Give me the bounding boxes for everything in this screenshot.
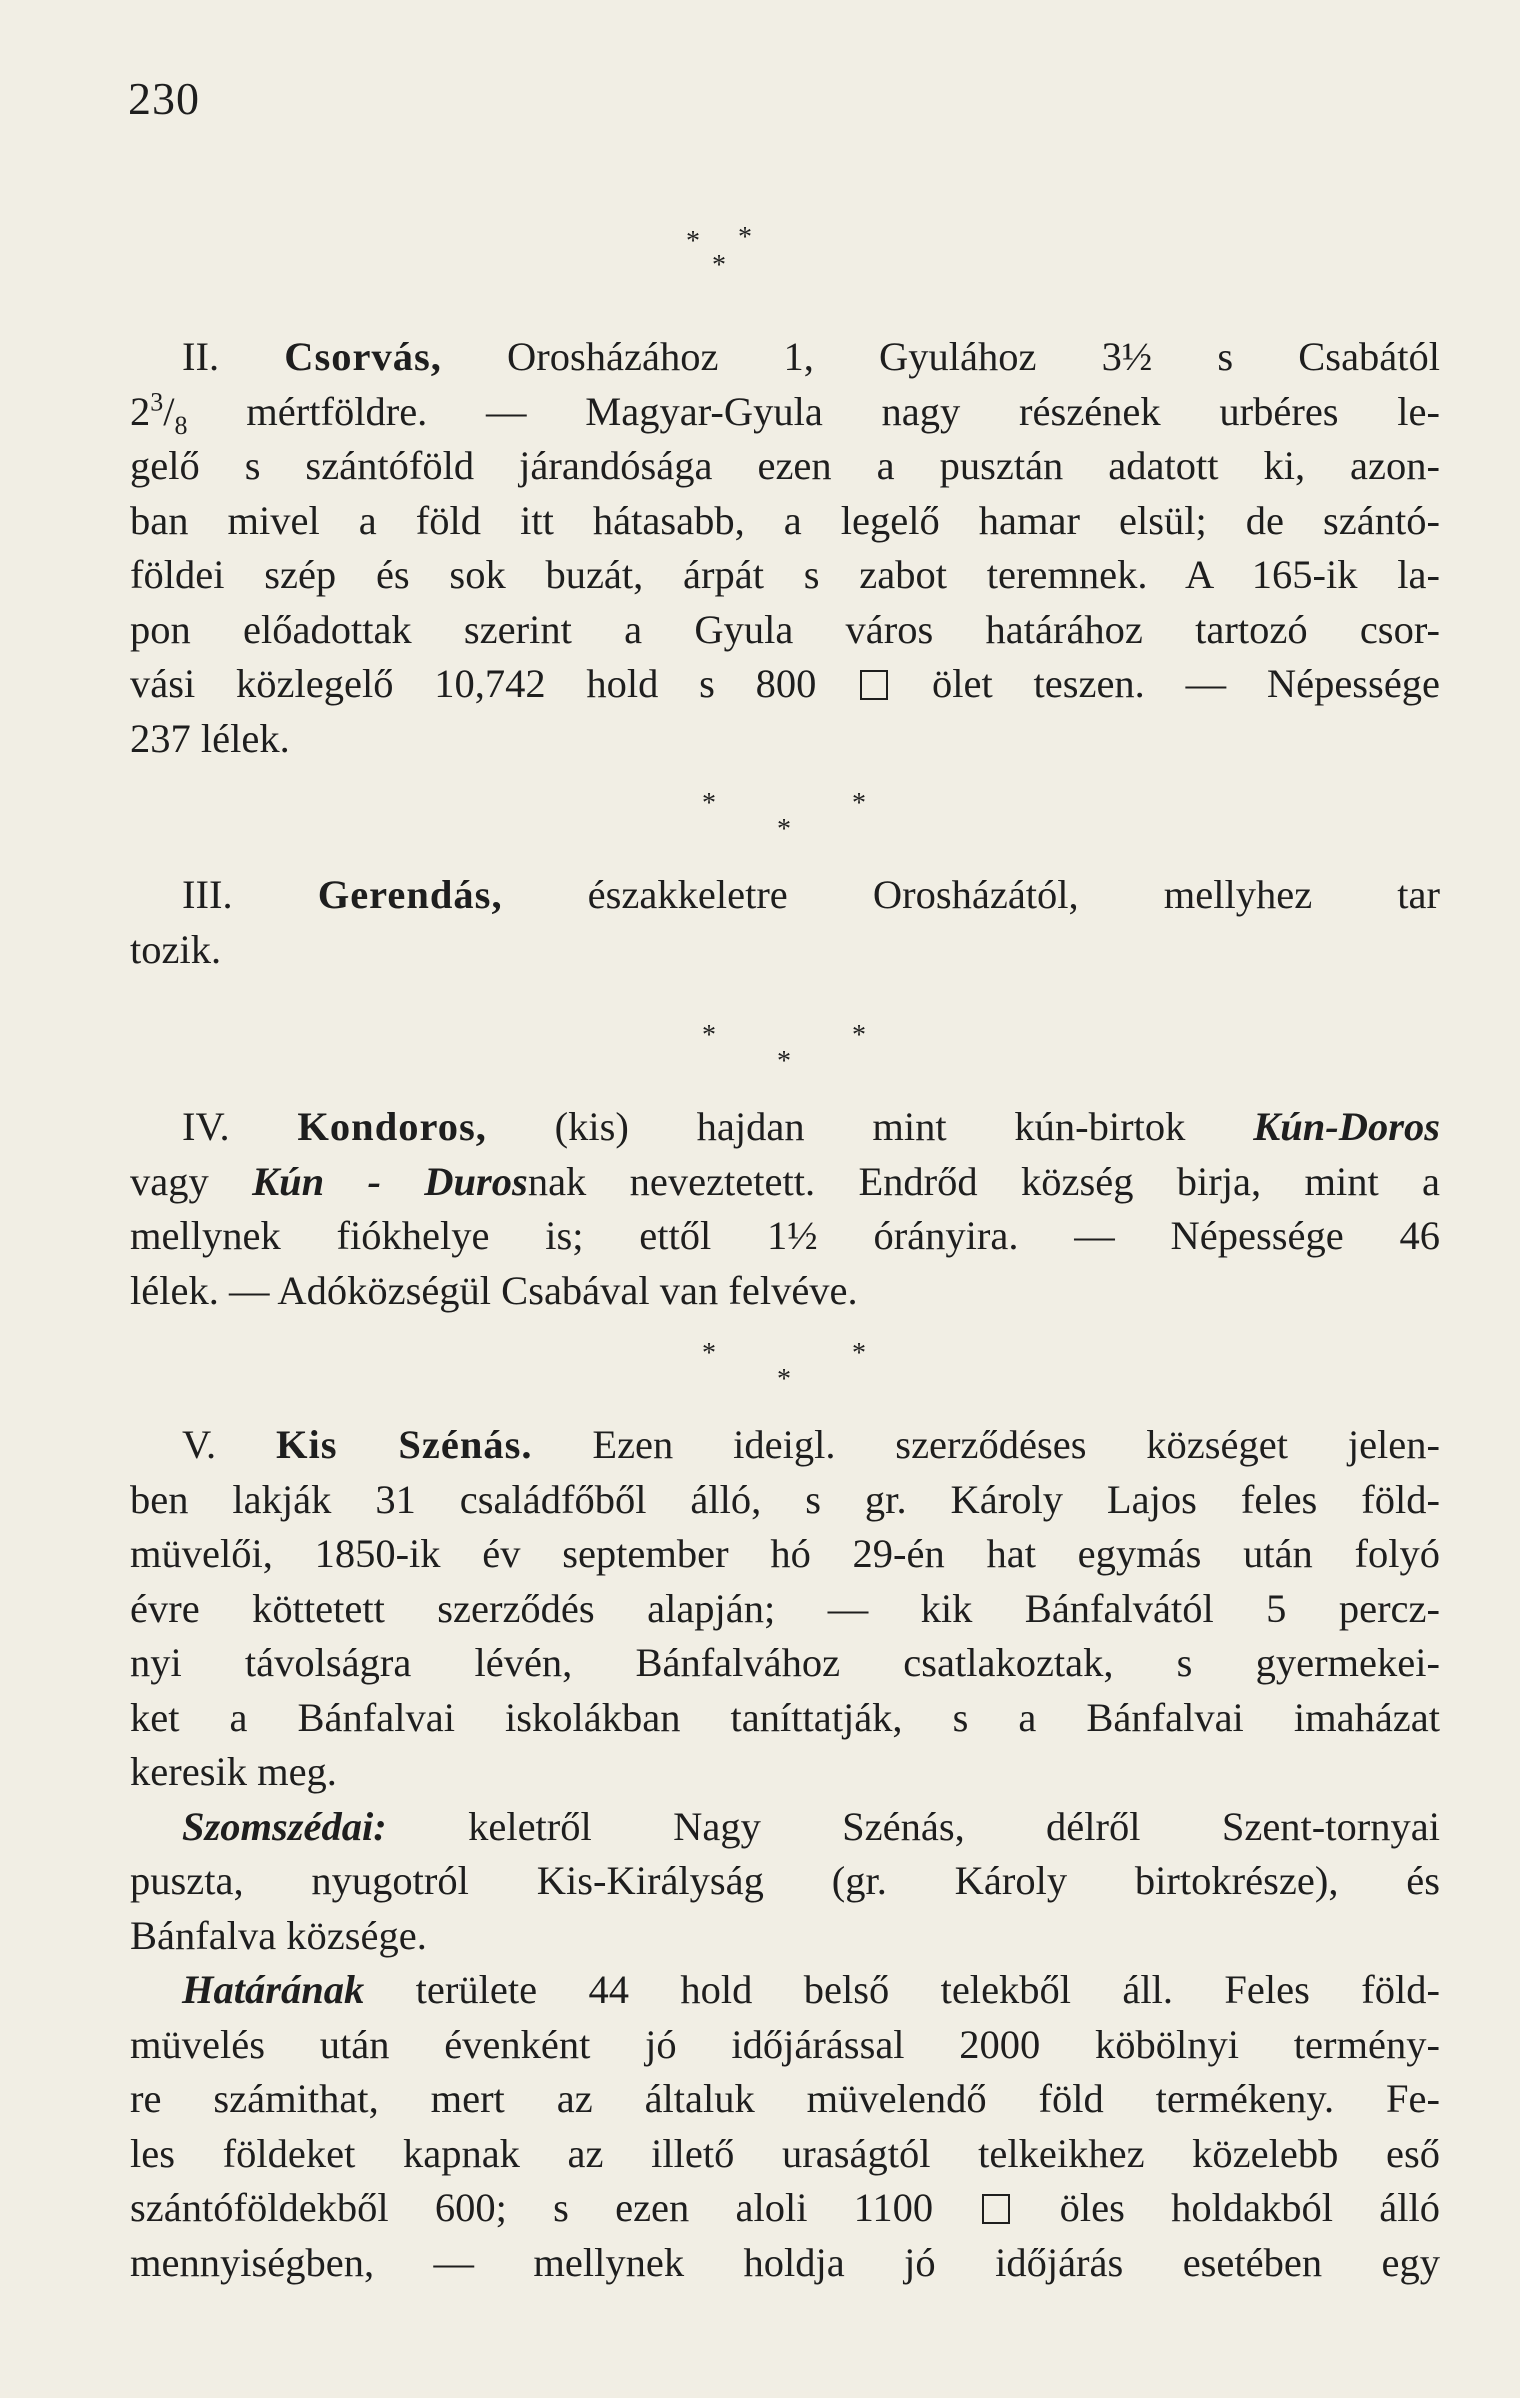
separator-stars [0,790,1520,860]
text-line: lélek. — Adóközségül Csabával van felvéve. [130,1267,858,1313]
text-line: gelő s szántóföld járandósága ezen a pusztán adatott ki, azon- [130,443,1440,488]
asterisk: * [712,250,726,281]
place-name: Kis Szénás. [276,1422,533,1467]
asterisk: * [852,1020,866,1051]
asterisk: * [852,788,866,819]
text-line: re számithat, mert az általuk müvelendő föld termékeny. Fe- [130,2076,1440,2121]
asterisk: * [777,1046,791,1077]
square-symbol-icon [860,670,888,700]
text-line: V. Kis Szénás. Ezen ideigl. szerződéses községet jelen- [182,1422,1441,1467]
text-line: müvelés után évenként jó időjárással 2000 köbölnyi termény- [130,2021,1440,2067]
section-kondoros [130,1100,1440,1318]
text-line: ben lakják 31 családfőből álló, s gr. Károly Lajos feles föld- [130,1476,1440,1522]
asterisk: * [852,1338,866,1369]
separator-stars [0,222,1520,298]
text-line: mennyiségben, — mellynek holdja jó időjárás esetében egy [130,2239,1440,2285]
text-line: vási közlegelő 10,742 hold s 800 ölet teszen. — Népessége [130,661,1441,706]
subsection-label: Szomszédai: [182,1803,387,1849]
place-name: Gerendás, [317,872,503,917]
text-line: ket a Bánfalvai iskolákban taníttatják, s a Bánfalvai imaházat [130,1694,1440,1740]
text-line: ban mivel a föld itt hátasabb, a legelő hamar elsül; de szántó- [130,497,1440,543]
page-number: 230 [128,73,200,124]
text-line: IV. Kondoros, (kis) hajdan mint kún-birtok Kún-Doros [182,1104,1441,1149]
text-line: puszta, nyugotról Kis-Királyság (gr. Károly birtokrésze), és [130,1858,1440,1903]
section-kis-szenas [130,1418,1440,2290]
asterisk: * [777,1364,791,1395]
section-gerendas [130,868,1440,977]
text-line: keresik meg. [130,1749,337,1794]
text-line: szántóföldekből 600; s ezen aloli 1100 öles holdakból álló [130,2185,1441,2230]
text-line: III. Gerendás, északkeletre Orosházától, mellyhez tar [182,872,1441,917]
asterisk: * [686,226,700,257]
asterisk: * [702,1020,716,1051]
separator-stars [0,1340,1520,1410]
subsection-label: Határának [182,1967,365,2012]
separator-stars [0,1022,1520,1092]
square-symbol-icon [982,2194,1010,2224]
text-line: évre köttetett szerződés alapján; — kik Bánfalvától 5 percz- [130,1585,1440,1631]
place-name: Kondoros, [297,1104,487,1149]
asterisk: * [777,814,791,845]
text-line: müvelői, 1850-ik év september hó 29-én hat egymás után folyó [130,1531,1440,1576]
text-line: tozik. [130,926,222,972]
text-line: 237 lélek. [130,715,290,761]
text-line: Határának területe 44 hold belső telekből áll. Feles föld- [182,1967,1440,2012]
text-line: Szomszédai: keletről Nagy Szénás, délről Szent-tornyai [182,1803,1440,1849]
text-line: les földeket kapnak az illető uraságtól telkeikhez közelebb eső [130,2130,1440,2176]
text-line: mellynek fiókhelye is; ettől 1½ órányira. — Népessége 46 [130,1213,1441,1258]
text-line: pon előadottak szerint a Gyula város határához tartozó csor- [130,606,1440,652]
asterisk: * [702,788,716,819]
section-csorvas [130,330,1440,766]
place-name: Csorvás, [284,334,442,379]
text-line: földei szép és sok buzát, árpát s zabot teremnek. A 165-ik la- [130,552,1440,597]
asterisk: * [738,222,752,253]
text-line: nyi távolságra lévén, Bánfalvához csatlakoztak, s gyermekei- [130,1640,1440,1685]
text-line: Bánfalva községe. [130,1912,427,1958]
asterisk: * [702,1338,716,1369]
text-line: $2^3/_8$ mértföldre. — Magyar-Gyula nagy részének urbéres le- [130,387,1440,440]
text-line: II. Csorvás, Orosházához 1, Gyulához 3½ s Csabától [182,334,1441,379]
text-line: vagy Kún - Durosnak neveztetett. Endrőd község birja, mint a [130,1158,1441,1204]
